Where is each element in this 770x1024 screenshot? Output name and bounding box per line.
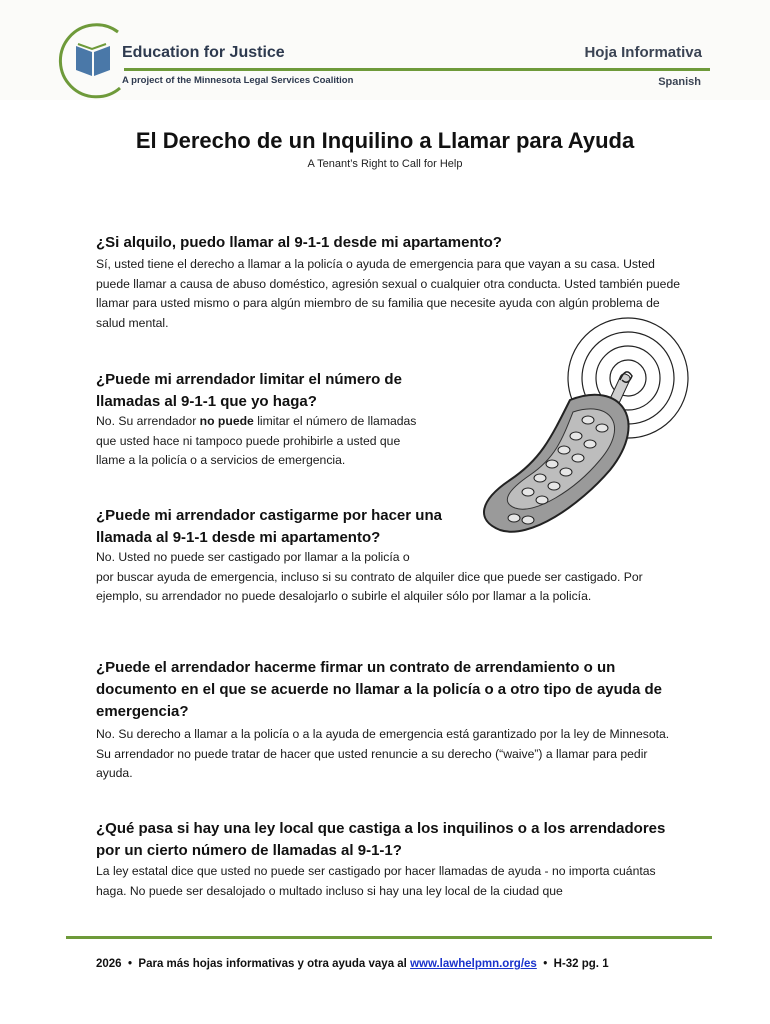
question-3: ¿Puede mi arrendador castigarme por hacer una llamada al 9-1-1 desde mi apartamento? [96, 507, 442, 546]
org-subtitle: A project of the Minnesota Legal Services Coalition [122, 75, 354, 86]
logo-book-icon [58, 22, 128, 102]
doc-type: Hoja Informativa [584, 44, 702, 61]
footer-link[interactable]: www.lawhelpmn.org/es [410, 958, 537, 970]
footer: 2026 • Para más hojas informativas y otra ayuda vaya al www.lawhelpmn.org/es • H-32 pg. 1 [96, 958, 609, 970]
language-label: Spanish [658, 76, 701, 88]
answer-2: No. Su arrendador no puede limitar el número de llamadas que usted hace ni tampoco puede prohibirle a usted que llame a la policía o a servicios de emergencia. [96, 414, 417, 467]
answer-1: Sí, usted tiene el derecho a llamar a la policía o ayuda de emergencia para que vayan a su casa. Usted puede llamar a causa de abuso doméstico, agresión sexual o cualquier otra conducta. Usted también puede llamar para usted mismo o para algún miembro de su familia que necesite ayuda con algún problema de salud mental. [96, 257, 681, 330]
footer-rule [66, 936, 712, 939]
answer-5: La ley estatal dice que usted no puede ser castigado por hacer llamadas de ayuda - no importa cuántas haga. No puede ser desalojado o multado incluso si hay una ley local de la ciudad que [96, 864, 656, 898]
cellphone-illustration [470, 300, 720, 560]
question-5: ¿Qué pasa si hay una ley local que castiga a los inquilinos o a los arrendadores por un cierto número de llamadas al 9-1-1? [96, 820, 666, 859]
org-name: Education for Justice [122, 44, 285, 61]
question-4: ¿Puede el arrendador hacerme firmar un contrato de arrendamiento o un documento en el que se acuerde no llamar a la policía o a otro tipo de ayuda de emergencia? [96, 659, 662, 720]
page-subtitle: A Tenant’s Right to Call for Help [307, 158, 463, 170]
question-2: ¿Puede mi arrendador limitar el número de llamadas al 9-1-1 que yo haga? [96, 371, 402, 410]
answer-3: No. Usted no puede ser castigado por llamar a la policía o por buscar ayuda de emergencia, incluso si su contrato de alquiler dice que puede ser castigado. Por ejemplo, su arrendador no puede desalojarlo o subirle el alquiler sólo por llamar a la policía. [96, 550, 643, 603]
question-1: ¿Si alquilo, puedo llamar al 9-1-1 desde mi apartamento? [96, 234, 502, 251]
answer-4: No. Su derecho a llamar a la policía o a la ayuda de emergencia está garantizado por la ley de Minnesota. Su arrendador no puede tratar de hacer que usted renuncie a su derecho (“waive”) a llamar para pedir ayuda. [96, 727, 670, 780]
page-title: El Derecho de un Inquilino a Llamar para Ayuda [135, 128, 635, 153]
header-rule [124, 68, 710, 71]
